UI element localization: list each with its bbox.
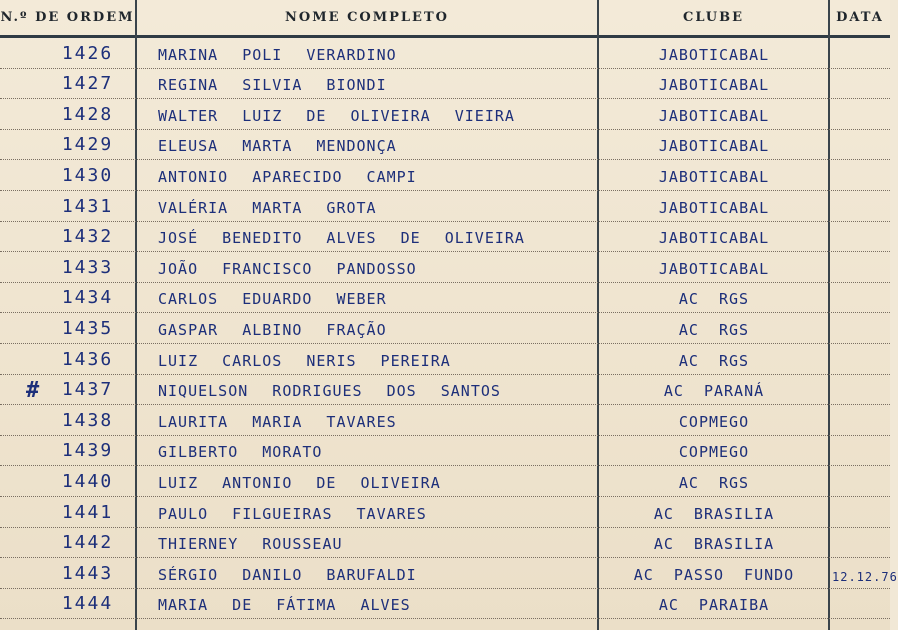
- header-club: CLUBE: [682, 10, 744, 25]
- table-row: [0, 69, 890, 100]
- full-name-cell: WALTER LUIZ DE OLIVEIRA VIEIRA: [158, 106, 515, 125]
- table-row: [0, 38, 890, 69]
- club-cell: AC RGS: [678, 290, 750, 309]
- order-number-cell: 1444: [61, 593, 114, 615]
- table-row: [0, 344, 890, 375]
- table-row: [0, 558, 898, 589]
- table-row: [0, 160, 890, 191]
- full-name-cell: JOÃO FRANCISCO PANDOSSO: [158, 259, 417, 278]
- full-name-cell: NIQUELSON RODRIGUES DOS SANTOS: [158, 382, 501, 401]
- order-number-cell: 1433: [61, 256, 114, 278]
- full-name-cell: PAULO FILGUEIRAS TAVARES: [158, 504, 427, 523]
- club-cell: AC BRASILIA: [653, 535, 775, 554]
- order-number-cell: 1432: [61, 226, 114, 248]
- table-row: [0, 99, 890, 130]
- full-name-cell: GILBERTO MORATO: [158, 443, 323, 462]
- full-name-cell: JOSÉ BENEDITO ALVES DE OLIVEIRA: [158, 229, 525, 248]
- handwritten-mark: #: [26, 378, 40, 403]
- club-cell: JABOTICABAL: [658, 76, 770, 95]
- full-name-cell: LAURITA MARIA TAVARES: [158, 412, 397, 431]
- club-cell: AC RGS: [678, 351, 750, 370]
- order-number-cell: 1436: [61, 348, 114, 370]
- table-row: [0, 130, 890, 161]
- full-name-cell: VALÉRIA MARTA GROTA: [158, 198, 377, 217]
- club-cell: JABOTICABAL: [658, 167, 770, 186]
- order-number-cell: 1434: [61, 287, 114, 309]
- club-cell: AC PARANÁ: [663, 382, 765, 401]
- order-number-cell: 1431: [61, 195, 114, 217]
- table-row: [0, 313, 890, 344]
- full-name-cell: LUIZ CARLOS NERIS PEREIRA: [158, 351, 451, 370]
- table-row: [0, 528, 890, 559]
- order-number-cell: 1435: [61, 317, 114, 339]
- full-name-cell: ANTONIO APARECIDO CAMPI: [158, 167, 417, 186]
- header-full-name: NOME COMPLETO: [285, 10, 449, 25]
- order-number-cell: 1441: [61, 501, 114, 523]
- club-cell: AC BRASILIA: [653, 504, 775, 523]
- full-name-cell: GASPAR ALBINO FRAÇÃO: [158, 320, 387, 339]
- club-cell: JABOTICABAL: [658, 229, 770, 248]
- order-number-cell: 1430: [61, 164, 114, 186]
- table-row: [0, 497, 890, 528]
- table-row: [0, 252, 890, 283]
- header-order-number: N.º DE ORDEM: [0, 10, 135, 25]
- table-row: [0, 191, 890, 222]
- club-cell: AC PASSO FUNDO: [633, 565, 795, 584]
- full-name-cell: THIERNEY ROUSSEAU: [158, 535, 343, 554]
- table-row: [0, 283, 890, 314]
- club-cell: JABOTICABAL: [658, 259, 770, 278]
- order-number-cell: 1429: [61, 134, 114, 156]
- order-number-cell: 1443: [61, 562, 114, 584]
- club-cell: COPMEGO: [678, 412, 750, 431]
- club-cell: COPMEGO: [678, 443, 750, 462]
- full-name-cell: SÉRGIO DANILO BARUFALDI: [158, 565, 417, 584]
- order-number-cell: 1437: [61, 379, 114, 401]
- table-header: [0, 0, 890, 38]
- header-date: DATA: [836, 10, 884, 25]
- club-cell: JABOTICABAL: [658, 45, 770, 64]
- order-number-cell: 1428: [61, 103, 114, 125]
- order-number-cell: 1440: [61, 470, 114, 492]
- full-name-cell: REGINA SILVIA BIONDI: [158, 76, 387, 95]
- order-number-cell: 1439: [61, 440, 114, 462]
- club-cell: AC PARAIBA: [658, 596, 770, 615]
- club-cell: AC RGS: [678, 320, 750, 339]
- date-cell: 12.12.76: [832, 569, 898, 584]
- order-number-cell: 1438: [61, 409, 114, 431]
- table-row: [0, 375, 890, 406]
- club-cell: JABOTICABAL: [658, 106, 770, 125]
- club-cell: AC RGS: [678, 473, 750, 492]
- table-row: [0, 436, 890, 467]
- table-row: [0, 466, 890, 497]
- club-cell: JABOTICABAL: [658, 137, 770, 156]
- table-row: [0, 405, 890, 436]
- table-row: [0, 589, 890, 620]
- full-name-cell: LUIZ ANTONIO DE OLIVEIRA: [158, 473, 441, 492]
- order-number-cell: 1426: [61, 42, 114, 64]
- table-row: [0, 222, 890, 253]
- full-name-cell: ELEUSA MARTA MENDONÇA: [158, 137, 397, 156]
- full-name-cell: MARIA DE FÁTIMA ALVES: [158, 596, 411, 615]
- club-cell: JABOTICABAL: [658, 198, 770, 217]
- full-name-cell: CARLOS EDUARDO WEBER: [158, 290, 387, 309]
- full-name-cell: MARINA POLI VERARDINO: [158, 45, 397, 64]
- order-number-cell: 1442: [61, 532, 114, 554]
- order-number-cell: 1427: [61, 73, 114, 95]
